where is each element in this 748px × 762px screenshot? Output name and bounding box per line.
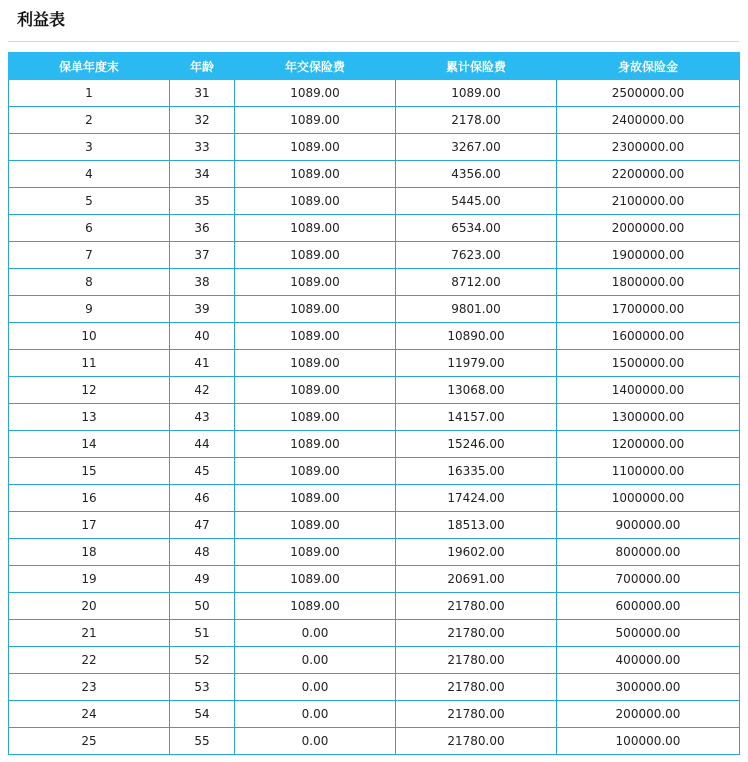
cell-annual-premium: 1089.00: [235, 269, 396, 296]
cell-age: 50: [170, 593, 235, 620]
cell-cumulative-premium: 19602.00: [396, 539, 557, 566]
cell-policy-year-end: 12: [9, 377, 170, 404]
cell-policy-year-end: 23: [9, 674, 170, 701]
cell-annual-premium: 1089.00: [235, 134, 396, 161]
cell-policy-year-end: 15: [9, 458, 170, 485]
cell-death-benefit: 700000.00: [557, 566, 740, 593]
table-row: [9, 620, 740, 647]
table-row: [9, 215, 740, 242]
title-divider: [8, 41, 739, 42]
table-row: [9, 107, 740, 134]
table-row: [9, 512, 740, 539]
cell-policy-year-end: 13: [9, 404, 170, 431]
table-row: [9, 728, 740, 755]
cell-policy-year-end: 6: [9, 215, 170, 242]
table-row: [9, 458, 740, 485]
cell-annual-premium: 1089.00: [235, 323, 396, 350]
cell-cumulative-premium: 14157.00: [396, 404, 557, 431]
header-annual-premium: 年交保险费: [235, 53, 396, 80]
cell-age: 43: [170, 404, 235, 431]
cell-cumulative-premium: 3267.00: [396, 134, 557, 161]
table-row: [9, 674, 740, 701]
cell-policy-year-end: 7: [9, 242, 170, 269]
cell-cumulative-premium: 21780.00: [396, 728, 557, 755]
table-row: [9, 296, 740, 323]
cell-cumulative-premium: 10890.00: [396, 323, 557, 350]
table-row: [9, 242, 740, 269]
table-row: [9, 404, 740, 431]
cell-annual-premium: 0.00: [235, 701, 396, 728]
cell-death-benefit: 1800000.00: [557, 269, 740, 296]
cell-policy-year-end: 10: [9, 323, 170, 350]
cell-policy-year-end: 4: [9, 161, 170, 188]
cell-cumulative-premium: 20691.00: [396, 566, 557, 593]
table-row: [9, 377, 740, 404]
cell-policy-year-end: 9: [9, 296, 170, 323]
cell-annual-premium: 1089.00: [235, 566, 396, 593]
table-row: [9, 188, 740, 215]
cell-death-benefit: 1100000.00: [557, 458, 740, 485]
cell-annual-premium: 1089.00: [235, 431, 396, 458]
cell-death-benefit: 2200000.00: [557, 161, 740, 188]
cell-policy-year-end: 3: [9, 134, 170, 161]
cell-cumulative-premium: 13068.00: [396, 377, 557, 404]
cell-policy-year-end: 24: [9, 701, 170, 728]
cell-age: 46: [170, 485, 235, 512]
cell-cumulative-premium: 21780.00: [396, 647, 557, 674]
header-death-benefit: 身故保险金: [557, 53, 740, 80]
cell-annual-premium: 1089.00: [235, 296, 396, 323]
header-age: 年龄: [170, 53, 235, 80]
cell-annual-premium: 1089.00: [235, 539, 396, 566]
cell-death-benefit: 100000.00: [557, 728, 740, 755]
cell-death-benefit: 1400000.00: [557, 377, 740, 404]
table-row: [9, 161, 740, 188]
cell-annual-premium: 1089.00: [235, 377, 396, 404]
cell-cumulative-premium: 21780.00: [396, 620, 557, 647]
table-row: [9, 134, 740, 161]
page-title: 利益表: [17, 10, 66, 29]
cell-age: 32: [170, 107, 235, 134]
cell-death-benefit: 900000.00: [557, 512, 740, 539]
cell-annual-premium: 1089.00: [235, 107, 396, 134]
cell-death-benefit: 2300000.00: [557, 134, 740, 161]
cell-cumulative-premium: 18513.00: [396, 512, 557, 539]
table-row: [9, 269, 740, 296]
cell-death-benefit: 500000.00: [557, 620, 740, 647]
cell-policy-year-end: 8: [9, 269, 170, 296]
cell-cumulative-premium: 21780.00: [396, 674, 557, 701]
cell-age: 53: [170, 674, 235, 701]
table-row: [9, 647, 740, 674]
cell-annual-premium: 1089.00: [235, 242, 396, 269]
cell-annual-premium: 1089.00: [235, 215, 396, 242]
cell-age: 41: [170, 350, 235, 377]
cell-policy-year-end: 14: [9, 431, 170, 458]
table-row: [9, 566, 740, 593]
cell-cumulative-premium: 8712.00: [396, 269, 557, 296]
cell-death-benefit: 800000.00: [557, 539, 740, 566]
header-cumulative-premium: 累计保险费: [396, 53, 557, 80]
cell-death-benefit: 300000.00: [557, 674, 740, 701]
cell-policy-year-end: 16: [9, 485, 170, 512]
cell-age: 35: [170, 188, 235, 215]
cell-age: 36: [170, 215, 235, 242]
cell-death-benefit: 1500000.00: [557, 350, 740, 377]
cell-cumulative-premium: 1089.00: [396, 80, 557, 107]
cell-policy-year-end: 19: [9, 566, 170, 593]
cell-policy-year-end: 1: [9, 80, 170, 107]
cell-age: 42: [170, 377, 235, 404]
cell-age: 39: [170, 296, 235, 323]
cell-death-benefit: 2400000.00: [557, 107, 740, 134]
cell-age: 34: [170, 161, 235, 188]
cell-annual-premium: 1089.00: [235, 161, 396, 188]
cell-annual-premium: 1089.00: [235, 512, 396, 539]
cell-age: 33: [170, 134, 235, 161]
cell-annual-premium: 0.00: [235, 620, 396, 647]
cell-death-benefit: 1700000.00: [557, 296, 740, 323]
cell-age: 47: [170, 512, 235, 539]
cell-death-benefit: 2500000.00: [557, 80, 740, 107]
cell-age: 45: [170, 458, 235, 485]
table-row: [9, 350, 740, 377]
cell-age: 37: [170, 242, 235, 269]
cell-cumulative-premium: 5445.00: [396, 188, 557, 215]
cell-cumulative-premium: 15246.00: [396, 431, 557, 458]
cell-cumulative-premium: 11979.00: [396, 350, 557, 377]
cell-cumulative-premium: 17424.00: [396, 485, 557, 512]
cell-age: 44: [170, 431, 235, 458]
table-row: [9, 323, 740, 350]
cell-age: 54: [170, 701, 235, 728]
cell-death-benefit: 1300000.00: [557, 404, 740, 431]
cell-cumulative-premium: 9801.00: [396, 296, 557, 323]
table-row: [9, 485, 740, 512]
cell-age: 40: [170, 323, 235, 350]
table-row: [9, 431, 740, 458]
table-header-row: [9, 53, 740, 80]
cell-death-benefit: 1600000.00: [557, 323, 740, 350]
cell-death-benefit: 200000.00: [557, 701, 740, 728]
cell-age: 31: [170, 80, 235, 107]
cell-annual-premium: 1089.00: [235, 458, 396, 485]
cell-annual-premium: 0.00: [235, 728, 396, 755]
cell-death-benefit: 1000000.00: [557, 485, 740, 512]
cell-cumulative-premium: 7623.00: [396, 242, 557, 269]
cell-cumulative-premium: 4356.00: [396, 161, 557, 188]
cell-death-benefit: 600000.00: [557, 593, 740, 620]
cell-policy-year-end: 11: [9, 350, 170, 377]
cell-cumulative-premium: 21780.00: [396, 701, 557, 728]
benefit-table: [8, 52, 740, 755]
cell-cumulative-premium: 2178.00: [396, 107, 557, 134]
cell-cumulative-premium: 16335.00: [396, 458, 557, 485]
table-row: [9, 593, 740, 620]
cell-age: 51: [170, 620, 235, 647]
cell-annual-premium: 1089.00: [235, 485, 396, 512]
cell-annual-premium: 1089.00: [235, 350, 396, 377]
cell-policy-year-end: 22: [9, 647, 170, 674]
cell-annual-premium: 1089.00: [235, 593, 396, 620]
cell-death-benefit: 1200000.00: [557, 431, 740, 458]
table-row: [9, 701, 740, 728]
cell-age: 52: [170, 647, 235, 674]
cell-age: 38: [170, 269, 235, 296]
cell-age: 49: [170, 566, 235, 593]
cell-policy-year-end: 5: [9, 188, 170, 215]
cell-policy-year-end: 25: [9, 728, 170, 755]
table-body: [9, 80, 740, 755]
cell-annual-premium: 0.00: [235, 647, 396, 674]
cell-death-benefit: 400000.00: [557, 647, 740, 674]
cell-annual-premium: 0.00: [235, 674, 396, 701]
cell-policy-year-end: 21: [9, 620, 170, 647]
cell-policy-year-end: 20: [9, 593, 170, 620]
cell-death-benefit: 2000000.00: [557, 215, 740, 242]
cell-age: 55: [170, 728, 235, 755]
cell-policy-year-end: 17: [9, 512, 170, 539]
table-row: [9, 80, 740, 107]
cell-annual-premium: 1089.00: [235, 404, 396, 431]
cell-policy-year-end: 18: [9, 539, 170, 566]
cell-death-benefit: 2100000.00: [557, 188, 740, 215]
cell-death-benefit: 1900000.00: [557, 242, 740, 269]
table-row: [9, 539, 740, 566]
header-policy-year-end: 保单年度末: [9, 53, 170, 80]
cell-cumulative-premium: 21780.00: [396, 593, 557, 620]
cell-policy-year-end: 2: [9, 107, 170, 134]
cell-cumulative-premium: 6534.00: [396, 215, 557, 242]
cell-annual-premium: 1089.00: [235, 80, 396, 107]
cell-age: 48: [170, 539, 235, 566]
cell-annual-premium: 1089.00: [235, 188, 396, 215]
